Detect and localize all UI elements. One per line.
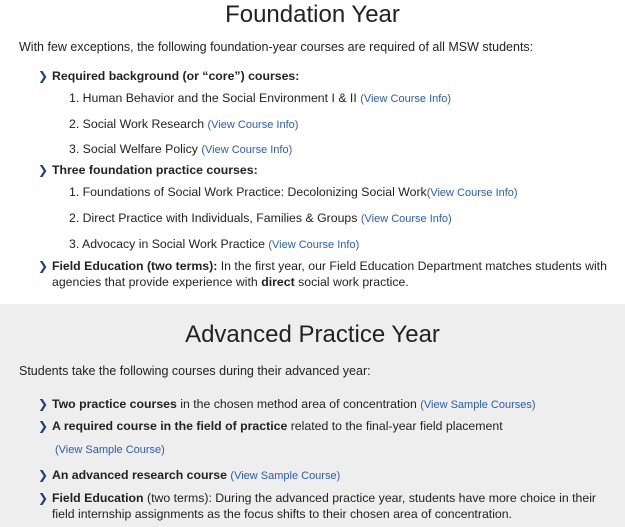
view-course-info-link[interactable]: (View Course Info)	[426, 187, 518, 199]
advanced-intro: Students take the following courses during their advanced year:	[19, 364, 371, 378]
view-course-info-link[interactable]: (View Course Info)	[201, 144, 293, 156]
list-item: 1. Foundations of Social Work Practice: Decolonizing Social Work(View Course Info)	[69, 185, 518, 199]
chevron-right-icon: ❯	[38, 69, 49, 83]
view-sample-course-link[interactable]: (View Sample Course)	[230, 470, 341, 482]
foundation-intro: With few exceptions, the following foundation-year courses are required of all MSW students:	[19, 40, 534, 54]
list-item: A required course in the field of practice related to the final-year field placement	[52, 419, 503, 433]
field-education-item: Field Education (two terms): In the first year, our Field Education Department matches students with agencies that provide experience with direct social work practice.	[52, 259, 607, 289]
practice-courses-heading: Three foundation practice courses:	[52, 163, 258, 177]
chevron-right-icon: ❯	[38, 491, 49, 505]
list-item: An advanced research course (View Sample Course)	[52, 468, 341, 482]
view-sample-courses-link[interactable]: (View Sample Courses)	[420, 399, 536, 411]
view-course-info-link[interactable]: (View Course Info)	[360, 93, 452, 105]
view-sample-course-link[interactable]: (View Sample Course)	[55, 444, 165, 456]
chevron-right-icon: ❯	[38, 468, 49, 482]
list-item: Two practice courses in the chosen method area of concentration (View Sample Courses)	[52, 397, 536, 411]
list-item: 3. Advocacy in Social Work Practice (View Course Info)	[69, 237, 360, 251]
chevron-right-icon: ❯	[38, 163, 49, 177]
list-item: 1. Human Behavior and the Social Environment I & II (View Course Info)	[69, 91, 452, 105]
foundation-title: Foundation Year	[225, 1, 400, 28]
chevron-right-icon: ❯	[38, 259, 49, 273]
list-item: Field Education (two terms): During the advanced practice year, students have more choice in their field internship assignments as the focus shifts to their chosen area of concentration.	[52, 491, 597, 521]
list-item: 2. Social Work Research (View Course Info)	[69, 117, 299, 131]
chevron-right-icon: ❯	[38, 397, 49, 411]
core-courses-heading: Required background (or “core”) courses:	[52, 69, 300, 83]
list-item-link-line	[55, 441, 165, 458]
advanced-title: Advanced Practice Year	[185, 321, 440, 348]
advanced-practice-year-section	[0, 304, 625, 527]
view-course-info-link[interactable]: (View Course Info)	[207, 119, 299, 131]
list-item: 2. Direct Practice with Individuals, Families & Groups (View Course Info)	[69, 211, 452, 225]
view-course-info-link[interactable]: (View Course Info)	[268, 239, 360, 251]
chevron-right-icon: ❯	[38, 419, 49, 433]
view-course-info-link[interactable]: (View Course Info)	[360, 213, 452, 225]
list-item: 3. Social Welfare Policy (View Course Info)	[69, 142, 293, 156]
